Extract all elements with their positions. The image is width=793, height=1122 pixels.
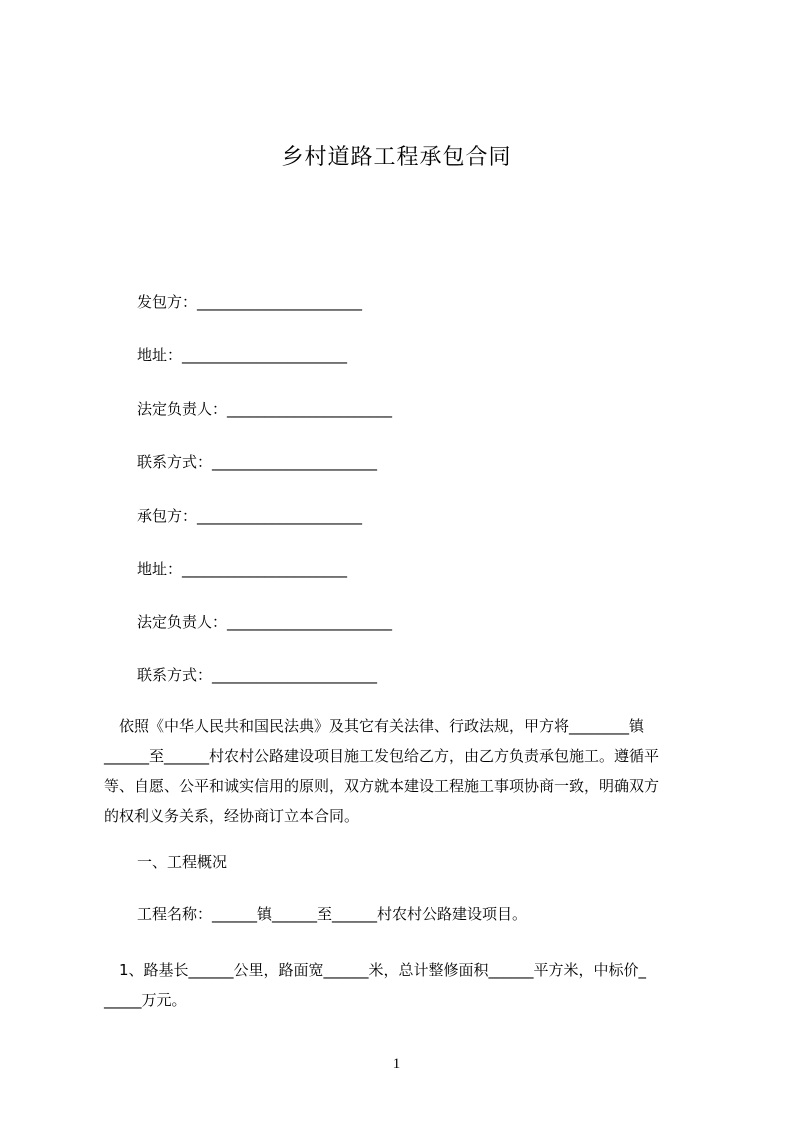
field-blank: ______________________ [227, 613, 393, 631]
field-contractor [137, 506, 362, 526]
field-label: 地址： [137, 560, 183, 578]
field-employer-contact [137, 452, 377, 472]
field-blank: ______________________ [212, 666, 378, 684]
field-label: 发包方： [137, 293, 198, 311]
paragraph-line: 1、路基长______公里，路面宽______米，总计整修面积______平方米，中标价_ [104, 961, 647, 979]
item-1-paragraph [104, 955, 704, 1015]
field-employer [137, 292, 362, 312]
field-contractor-legal-rep [137, 612, 392, 632]
field-label: 地址： [137, 346, 183, 364]
intro-paragraph [104, 711, 704, 831]
paragraph-line: 依照《中华人民共和国民法典》及其它有关法律、行政法规，甲方将________镇 [104, 717, 645, 735]
paragraph-line: 等、自愿、公平和诚实信用的原则，双方就本建设工程施工事项协商一致，明确双方 [104, 777, 660, 795]
project-name-line: 工程名称：______镇______至______村农村公路建设项目。 [137, 905, 528, 923]
field-label: 承包方： [137, 507, 198, 525]
paragraph-line: ______至______村农村公路建设项目施工发包给乙方，由乙方负责承包施工。遵循平 [104, 747, 660, 765]
field-blank: ______________________ [197, 507, 363, 525]
field-employer-address [137, 345, 347, 365]
field-blank: ______________________ [182, 346, 348, 364]
contract-title: 乡村道路工程承包合同 [281, 145, 512, 170]
field-contractor-address [137, 559, 347, 579]
page-number: 1 [392, 1056, 401, 1072]
paragraph-line: 的权利义务关系，经协商订立本合同。 [104, 807, 360, 825]
field-employer-legal-rep [137, 399, 392, 419]
field-label: 法定负责人： [137, 400, 228, 418]
paragraph-line: _____万元。 [104, 991, 187, 1009]
field-blank: ______________________ [212, 453, 378, 471]
field-label: 法定负责人： [137, 613, 228, 631]
field-blank: ______________________ [182, 560, 348, 578]
field-label: 联系方式： [137, 666, 213, 684]
field-label: 联系方式： [137, 453, 213, 471]
field-contractor-contact [137, 665, 377, 685]
field-blank: ______________________ [227, 400, 393, 418]
section-heading: 一、工程概况 [137, 853, 228, 871]
field-blank: ______________________ [197, 293, 363, 311]
